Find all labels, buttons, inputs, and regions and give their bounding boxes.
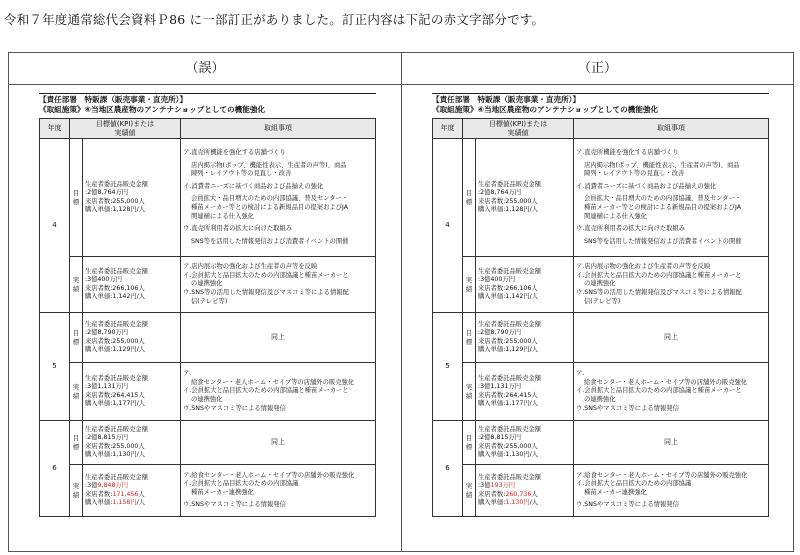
result-actions: ア.給食センター・老人ホーム・セイブ等の店舗外の販売強化 イ.会員拡大と品目拡大のための内部協議 種苗メーカー連携強化 ウ.SNSやマスコミ等による情報発信 bbox=[181, 465, 376, 517]
table-header-row bbox=[433, 119, 769, 139]
same-as-above: 同上 bbox=[574, 421, 769, 465]
panel-incorrect bbox=[9, 53, 401, 551]
kind-result: 実 績 bbox=[70, 257, 83, 313]
table-row bbox=[40, 421, 376, 465]
policy-line: 《取組施策》④当地区農産物のアンテナショップとしての機能強化 bbox=[432, 105, 659, 114]
table-row bbox=[40, 465, 376, 517]
result-actions: ア. 給食センター・老人ホーム・セイブ等の店舗外の販売強化 イ.会員拡大と品目拡大のための内部協議と種苗メーカーと の連携強化 ウ.SNSやマスコミ等による情報発信 bbox=[181, 363, 376, 421]
table-row bbox=[40, 363, 376, 421]
department-line: 【責任部署 特販課（販売事業・直売所）】 bbox=[432, 93, 769, 105]
kind-target: 目 標 bbox=[70, 421, 83, 465]
header-year: 年度 bbox=[40, 119, 70, 139]
policy-line: 《取組施策》④当地区農産物のアンテナショップとしての機能強化 bbox=[39, 105, 266, 114]
result-actions: ア.店内展示物の強化および生産者の声等を反映 イ.会員拡大と品目拡大のための内部協議と種苗メーカーと の連携強化 ウ.SNS等の活用した情報発信及びマスコミ等による情報配 信(テレビ等) bbox=[574, 257, 769, 313]
result-actions: ア.給食センター・老人ホーム・セイブ等の店舗外の販売強化 イ.会員拡大と品目拡大のための内部協議 種苗メーカー連携強化 ウ.SNSやマスコミ等による情報発信 bbox=[574, 465, 769, 517]
result-actions: ア.店内展示物の強化および生産者の声等を反映 イ.会員拡大と品目拡大のための内部協議と種苗メーカーと の連携強化 ウ.SNS等の活用した情報発信及びマスコミ等による情報配 信(テレビ等) bbox=[181, 257, 376, 313]
table-row bbox=[433, 313, 769, 363]
year-cell: 5 bbox=[433, 313, 463, 421]
year-cell: 5 bbox=[40, 313, 70, 421]
comparison-frame bbox=[8, 52, 794, 552]
target-kpi: 生産者委託品販売金額 :2億8,815万円 来店者数:255,000人 購入単価:1,130円/人 bbox=[83, 421, 181, 465]
year-cell: 6 bbox=[40, 421, 70, 517]
kind-result: 実 績 bbox=[70, 465, 83, 517]
result-actions: ア. 給食センター・老人ホーム・セイブ等の店舗外の販売強化 イ.会員拡大と品目拡大のための内部協議と種苗メーカーと の連携強化 ウ.SNSやマスコミ等による情報発信 bbox=[574, 363, 769, 421]
incorrect-sales-value: 9,848万円 bbox=[97, 482, 129, 490]
panel-correct bbox=[401, 53, 793, 551]
year-cell: 4 bbox=[433, 139, 463, 313]
header-year: 年度 bbox=[433, 119, 463, 139]
table-row bbox=[433, 363, 769, 421]
result-kpi: 生産者委託品販売金額 :3億400万円 来店者数:266,106人 購入単価:1,142円/人 bbox=[476, 257, 574, 313]
kind-target: 目 標 bbox=[463, 313, 476, 363]
target-kpi: 生産者委託品販売金額 :2億8,790万円 来店者数:255,000人 購入単価:1,129円/人 bbox=[476, 313, 574, 363]
table-row bbox=[40, 139, 376, 257]
document-incorrect bbox=[39, 93, 376, 517]
kind-target: 目 標 bbox=[70, 313, 83, 363]
target-kpi: 生産者委託品販売金額 :2億8,764万円 来店者数:255,000人 購入単価:1,128円/人 bbox=[476, 139, 574, 257]
department-line: 【責任部署 特販課（販売事業・直売所）】 bbox=[39, 93, 376, 105]
result-kpi: 生産者委託品販売金額 :3億400万円 来店者数:266,106人 購入単価:1,142円/人 bbox=[83, 257, 181, 313]
target-actions: ア.直売所機能を強化する店舗づくり 店内掲示物(ポップ、機能性表示、生産者の声等)、商品 陳列・レイアウト等の見直し・改善 イ.消費者ニーズに基づく商品および品揃えの強化 会員拡大・品目増大のための内部協議、普及センター・ 種苗メーカー等との検討による新規品目の提案およびJA 関連横による仕入強化 ウ.直売所利用者の拡大に向けた取組み SNS等を活用した情報発信および消費者イベントの開催 bbox=[181, 139, 376, 257]
kind-result: 実 績 bbox=[463, 465, 476, 517]
result-kpi-corrected: 生産者委託品販売金額 :3億9,848万円 来店者数:171,456人 購入単価:1,158円/人 bbox=[83, 465, 181, 517]
correct-unit-value: 1,130円 bbox=[505, 499, 530, 507]
panel-heading-correct: （正） bbox=[402, 53, 793, 85]
same-as-above: 同上 bbox=[181, 421, 376, 465]
result-kpi-corrected: 生産者委託品販売金額 :3億193万円 来店者数:260,736人 購入単価:1,130円/人 bbox=[476, 465, 574, 517]
same-as-above: 同上 bbox=[181, 313, 376, 363]
header-kpi: 目標値(KPI)または 実績値 bbox=[70, 119, 181, 139]
table-row bbox=[433, 465, 769, 517]
kind-target: 目 標 bbox=[70, 139, 83, 257]
header-kpi: 目標値(KPI)または 実績値 bbox=[463, 119, 574, 139]
kind-result: 実 績 bbox=[70, 363, 83, 421]
header-action: 取組事項 bbox=[181, 119, 376, 139]
table-row bbox=[433, 257, 769, 313]
correction-notice: 令和７年度通常総代会資料Ｐ86 に一部訂正がありました。訂正内容は下記の赤文字部分です。 bbox=[4, 12, 545, 27]
year-cell: 6 bbox=[433, 421, 463, 517]
kind-target: 目 標 bbox=[463, 421, 476, 465]
kpi-table bbox=[432, 118, 769, 517]
table-row bbox=[433, 421, 769, 465]
incorrect-unit-value: 1,158円 bbox=[112, 499, 137, 507]
target-kpi: 生産者委託品販売金額 :2億8,790万円 来店者数:255,000人 購入単価:1,129円/人 bbox=[83, 313, 181, 363]
target-actions: ア.直売所機能を強化する店舗づくり 店内掲示物(ポップ、機能性表示、生産者の声等)、商品 陳列・レイアウト等の見直し・改善 イ.消費者ニーズに基づく商品および品揃えの強化 会員拡大・品目増大のための内部協議、普及センター・ 種苗メーカー等との検討による新規品目の提案およびJA 関連横による仕入強化 ウ.直売所利用者の拡大に向けた取組み SNS等を活用した情報発信および消費者イベントの開催 bbox=[574, 139, 769, 257]
target-kpi: 生産者委託品販売金額 :2億8,764万円 来店者数:255,000人 購入単価:1,128円/人 bbox=[83, 139, 181, 257]
same-as-above: 同上 bbox=[574, 313, 769, 363]
target-kpi: 生産者委託品販売金額 :2億8,815万円 来店者数:255,000人 購入単価:1,130円/人 bbox=[476, 421, 574, 465]
table-row bbox=[40, 257, 376, 313]
year-cell: 4 bbox=[40, 139, 70, 313]
panel-heading-incorrect: （誤） bbox=[9, 53, 401, 85]
table-row bbox=[40, 313, 376, 363]
result-kpi: 生産者委託品販売金額 :3億1,131万円 来店者数:264,415人 購入単価:1,177円/人 bbox=[476, 363, 574, 421]
correct-sales-value: 193万円 bbox=[490, 482, 516, 490]
table-row bbox=[433, 139, 769, 257]
table-header-row bbox=[40, 119, 376, 139]
correct-visitors-value: 260,736 bbox=[505, 490, 532, 498]
incorrect-visitors-value: 171,456 bbox=[112, 490, 139, 498]
kpi-table bbox=[39, 118, 376, 517]
kind-result: 実 績 bbox=[463, 257, 476, 313]
result-kpi: 生産者委託品販売金額 :3億1,131万円 来店者数:264,415人 購入単価:1,177円/人 bbox=[83, 363, 181, 421]
kind-target: 目 標 bbox=[463, 139, 476, 257]
document-correct bbox=[432, 93, 769, 517]
kind-result: 実 績 bbox=[463, 363, 476, 421]
header-action: 取組事項 bbox=[574, 119, 769, 139]
